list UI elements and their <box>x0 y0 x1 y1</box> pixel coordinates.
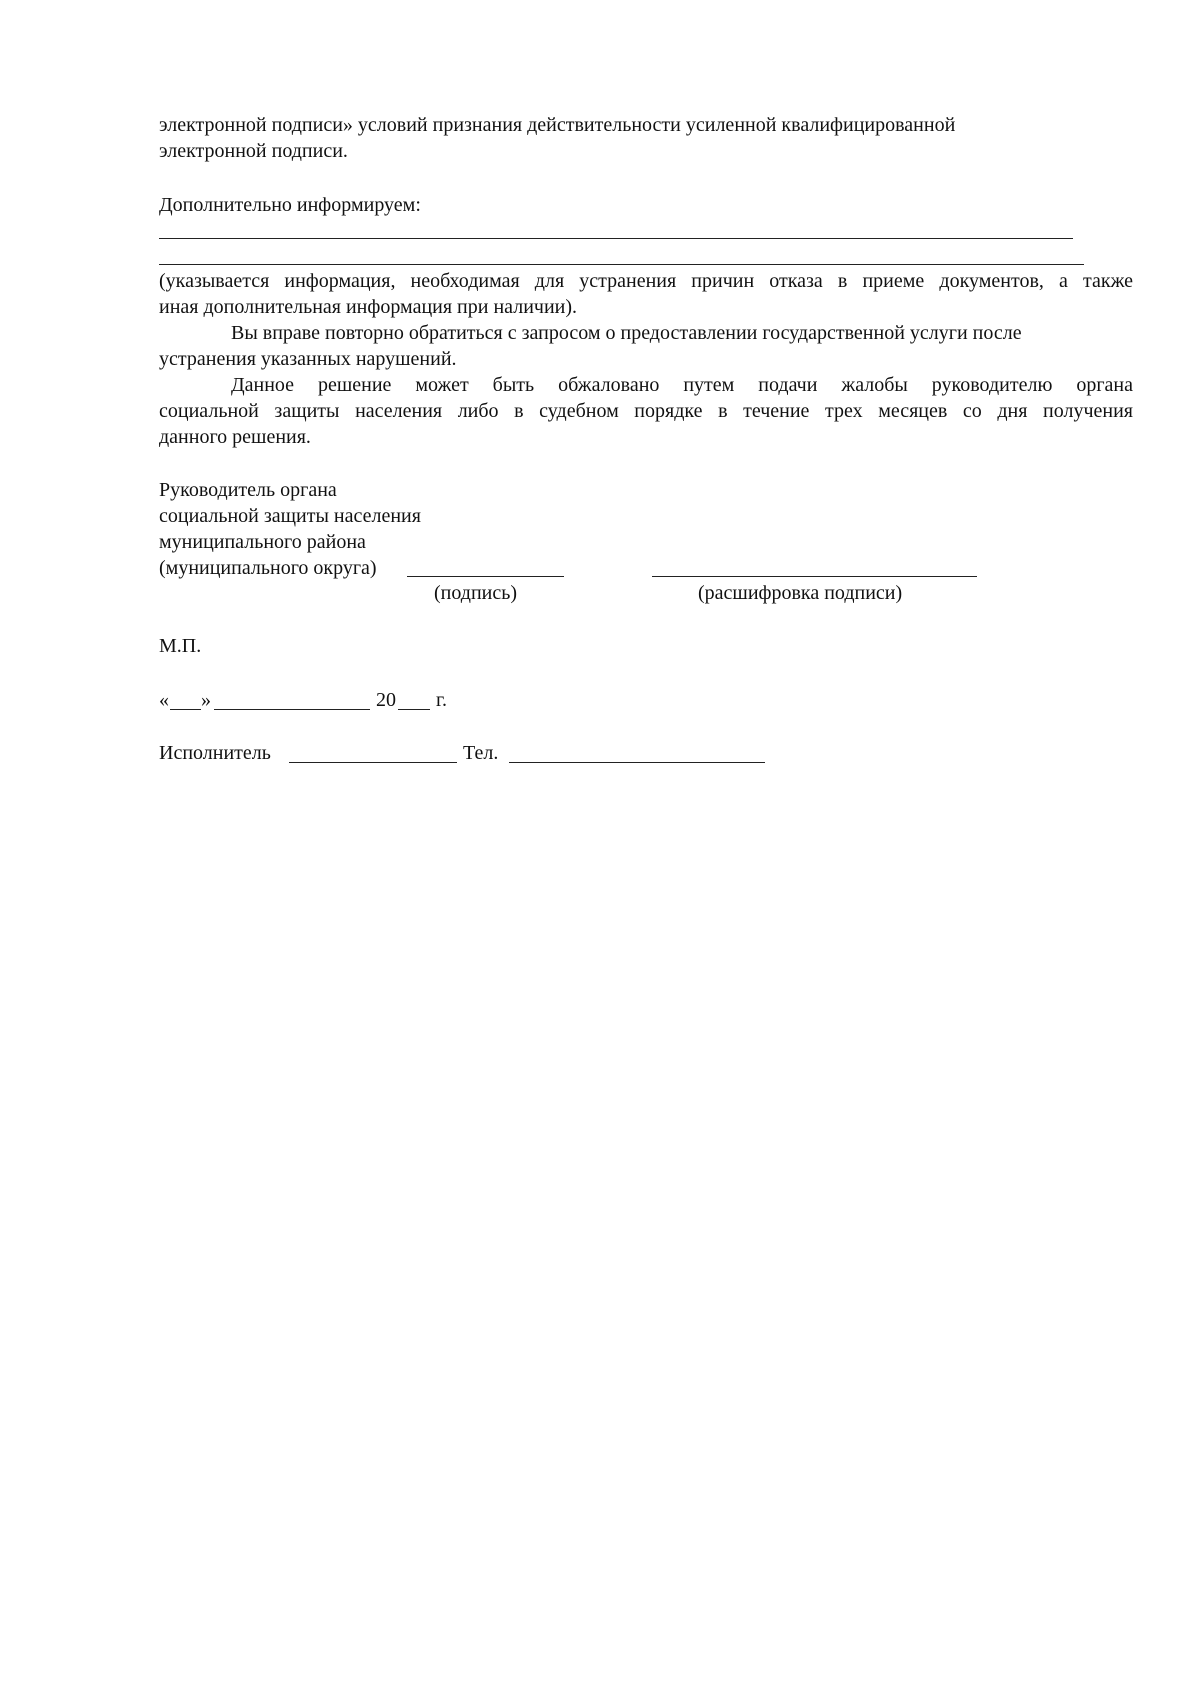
signature-caption: (подпись) <box>434 582 518 604</box>
phone-field[interactable] <box>509 762 765 763</box>
appeal-line-2: социальной защиты населения либо в судебном порядке в течение трех месяцев со дня получения <box>159 400 1133 422</box>
intro-line-2: электронной подписи. <box>159 140 348 162</box>
date-close-quote: » <box>201 689 211 711</box>
signatory-line-4: (муниципального округа) <box>159 557 377 579</box>
date-year-field[interactable] <box>398 709 430 710</box>
date-month-field[interactable] <box>214 709 370 710</box>
date-day-field[interactable] <box>170 709 201 710</box>
date-open-quote: « <box>159 689 169 711</box>
additional-heading: Дополнительно информируем: <box>159 194 421 216</box>
appeal-line-3: данного решения. <box>159 426 311 448</box>
signatory-line-3: муниципального района <box>159 531 366 553</box>
repeat-request-line-1: Вы вправе повторно обратиться с запросом о предоставлении государственной услуги после <box>231 322 1022 344</box>
date-year-suffix: г. <box>436 689 447 711</box>
stamp-mark: М.П. <box>159 635 202 657</box>
executor-field[interactable] <box>289 762 457 763</box>
appeal-line-1: Данное решение может быть обжаловано путем подачи жалобы руководителю органа <box>231 374 1133 396</box>
signatory-line-2: социальной защиты населения <box>159 505 421 527</box>
signature-decoding-field[interactable] <box>652 576 977 577</box>
additional-hint-line-2: иная дополнительная информация при наличии). <box>159 296 578 318</box>
decoding-caption: (расшифровка подписи) <box>698 582 903 604</box>
additional-hint-line-1: (указывается информация, необходимая для устранения причин отказа в приеме документов, а также <box>159 270 1133 292</box>
intro-line-1: электронной подписи» условий признания действительности усиленной квалифицированной <box>159 114 956 136</box>
date-year-prefix: 20 <box>376 689 396 711</box>
signature-field[interactable] <box>407 576 564 577</box>
additional-info-field-2[interactable] <box>159 264 1084 265</box>
phone-label: Тел. <box>463 742 499 764</box>
signatory-line-1: Руководитель органа <box>159 479 337 501</box>
additional-info-field-1[interactable] <box>159 238 1073 239</box>
repeat-request-line-2: устранения указанных нарушений. <box>159 348 457 370</box>
executor-label: Исполнитель <box>159 742 271 764</box>
